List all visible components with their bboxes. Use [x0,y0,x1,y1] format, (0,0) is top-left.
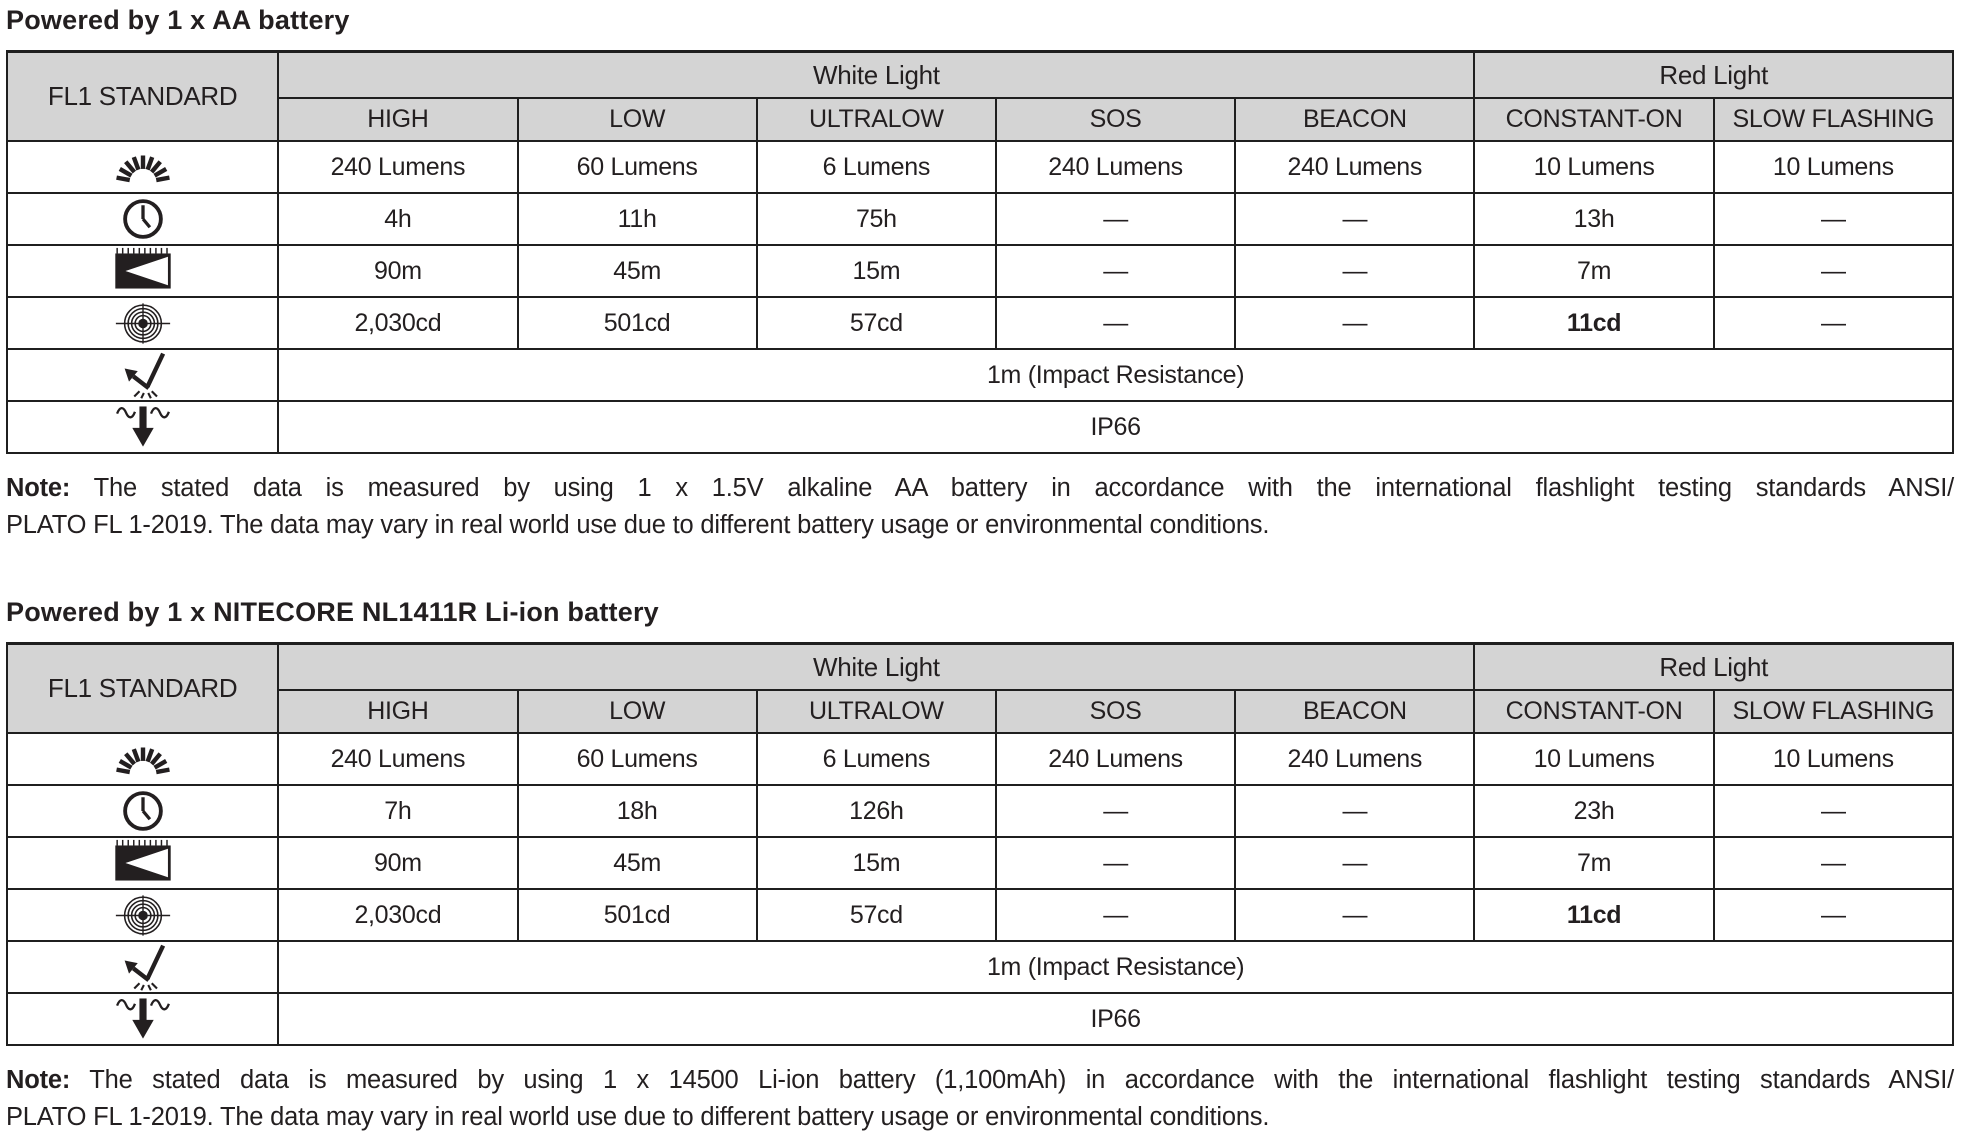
spec-value: 240 Lumens [996,733,1235,785]
icon-cell [7,785,278,837]
note-text-line2: PLATO FL 1-2019. The data may vary in real world use due to different battery usage or environmental conditions. [6,511,1270,539]
waterproof-icon [114,402,172,452]
spec-value: — [996,889,1235,941]
table-row [7,193,1953,245]
table-row [7,349,1953,401]
icon-cell [7,733,278,785]
spec-value: 7h [278,785,517,837]
waterproof-rating-value: IP66 [278,993,1953,1045]
spec-value: — [1235,297,1474,349]
mode-header-low: LOW [518,98,757,141]
spec-value: — [1714,889,1953,941]
spec-value: — [996,297,1235,349]
spec-value: — [1714,245,1953,297]
spec-value: 15m [757,245,996,297]
spec-value: 7m [1474,837,1713,889]
note-label: Note: [6,474,71,502]
spec-table-liion-battery [6,642,1954,1046]
icon-cell [7,889,278,941]
spec-value: — [1235,245,1474,297]
mode-header-constant-on: CONSTANT-ON [1474,98,1713,141]
spec-value: 11h [518,193,757,245]
waterproof-rating-value: IP66 [278,401,1953,453]
spec-value: — [996,245,1235,297]
icon-cell [7,297,278,349]
spec-value: 75h [757,193,996,245]
icon-cell [7,993,278,1045]
spec-value: 501cd [518,889,757,941]
icon-cell [7,193,278,245]
note-label: Note: [6,1066,71,1094]
runtime-icon [121,197,165,241]
spec-value: — [1714,785,1953,837]
mode-header-beacon: BEACON [1235,690,1474,733]
icon-cell [7,837,278,889]
spec-value: 10 Lumens [1714,733,1953,785]
table-row [7,837,1953,889]
mode-header-high: HIGH [278,98,517,141]
waterproof-icon [114,994,172,1044]
light-output-icon [112,736,174,782]
table-row [7,785,1953,837]
note-liion-battery [6,1062,1954,1136]
mode-header-low: LOW [518,690,757,733]
table-row [7,297,1953,349]
spec-value: — [1235,837,1474,889]
impact-resistance-value: 1m (Impact Resistance) [278,941,1953,993]
spec-value: 6 Lumens [757,733,996,785]
spec-value: 240 Lumens [278,141,517,193]
beam-distance-icon [113,247,173,295]
table-row [7,245,1953,297]
mode-header-slow-flashing: SLOW FLASHING [1714,98,1953,141]
spec-value: 2,030cd [278,889,517,941]
spec-value: 45m [518,245,757,297]
spec-value: 240 Lumens [996,141,1235,193]
white-light-header: White Light [278,644,1474,691]
spec-value: 45m [518,837,757,889]
spec-value: 60 Lumens [518,733,757,785]
spec-table-aa-battery [6,50,1954,454]
fl1-standard-label: FL1 STANDARD [7,52,278,142]
mode-header-high: HIGH [278,690,517,733]
mode-header-ultralow: ULTRALOW [757,690,996,733]
table-row [7,141,1953,193]
spec-value: 11cd [1474,889,1713,941]
spec-value: 18h [518,785,757,837]
spec-value: 501cd [518,297,757,349]
mode-header-slow-flashing: SLOW FLASHING [1714,690,1953,733]
light-output-icon [112,144,174,190]
beam-distance-icon [113,839,173,887]
spec-value: 7m [1474,245,1713,297]
table-row [7,941,1953,993]
spec-value: — [1235,193,1474,245]
spec-value: 57cd [757,889,996,941]
mode-header-ultralow: ULTRALOW [757,98,996,141]
spec-value: 23h [1474,785,1713,837]
mode-header-constant-on: CONSTANT-ON [1474,690,1713,733]
spec-value: 240 Lumens [278,733,517,785]
table-row [7,889,1953,941]
spec-value: — [1235,889,1474,941]
icon-cell [7,141,278,193]
spec-value: 240 Lumens [1235,733,1474,785]
spec-value: 240 Lumens [1235,141,1474,193]
spec-value: — [1235,785,1474,837]
runtime-icon [121,789,165,833]
spec-value: 13h [1474,193,1713,245]
spec-value: 60 Lumens [518,141,757,193]
icon-cell [7,401,278,453]
red-light-header: Red Light [1474,644,1953,691]
table-row [7,993,1953,1045]
icon-cell [7,941,278,993]
note-text-line1: The stated data is measured by using 1 x 14500 Li-ion battery (1,100mAh) in accordance with the international flashlight testing standards ANSI/ [89,1066,1954,1094]
icon-cell [7,245,278,297]
note-text-line2: PLATO FL 1-2019. The data may vary in real world use due to different battery usage or environmental conditions. [6,1103,1270,1131]
spec-value: 90m [278,837,517,889]
spec-value: 6 Lumens [757,141,996,193]
spec-value: 4h [278,193,517,245]
spec-value: 15m [757,837,996,889]
mode-header-beacon: BEACON [1235,98,1474,141]
spec-value: 10 Lumens [1714,141,1953,193]
spec-value: — [1714,193,1953,245]
note-aa-battery [6,470,1954,544]
section-title-aa-battery: Powered by 1 x AA battery [6,5,350,35]
spec-value: — [996,837,1235,889]
mode-header-sos: SOS [996,690,1235,733]
spec-value: 2,030cd [278,297,517,349]
spec-value: — [996,785,1235,837]
beam-intensity-icon [115,891,171,940]
red-light-header: Red Light [1474,52,1953,99]
impact-resistance-value: 1m (Impact Resistance) [278,349,1953,401]
impact-resistance-icon [115,351,171,400]
spec-value: 126h [757,785,996,837]
table-row [7,401,1953,453]
spec-value: 10 Lumens [1474,141,1713,193]
spec-value: 11cd [1474,297,1713,349]
fl1-standard-label: FL1 STANDARD [7,644,278,734]
table-row [7,733,1953,785]
impact-resistance-icon [115,943,171,992]
spec-value: 10 Lumens [1474,733,1713,785]
beam-intensity-icon [115,299,171,348]
icon-cell [7,349,278,401]
white-light-header: White Light [278,52,1474,99]
spec-value: — [1714,837,1953,889]
spec-value: — [1714,297,1953,349]
mode-header-sos: SOS [996,98,1235,141]
spec-value: — [996,193,1235,245]
section-title-liion-battery: Powered by 1 x NITECORE NL1411R Li-ion battery [6,597,659,627]
spec-value: 90m [278,245,517,297]
spec-value: 57cd [757,297,996,349]
note-text-line1: The stated data is measured by using 1 x 1.5V alkaline AA battery in accordance with the international flashlight testing standards ANSI/ [93,474,1954,502]
